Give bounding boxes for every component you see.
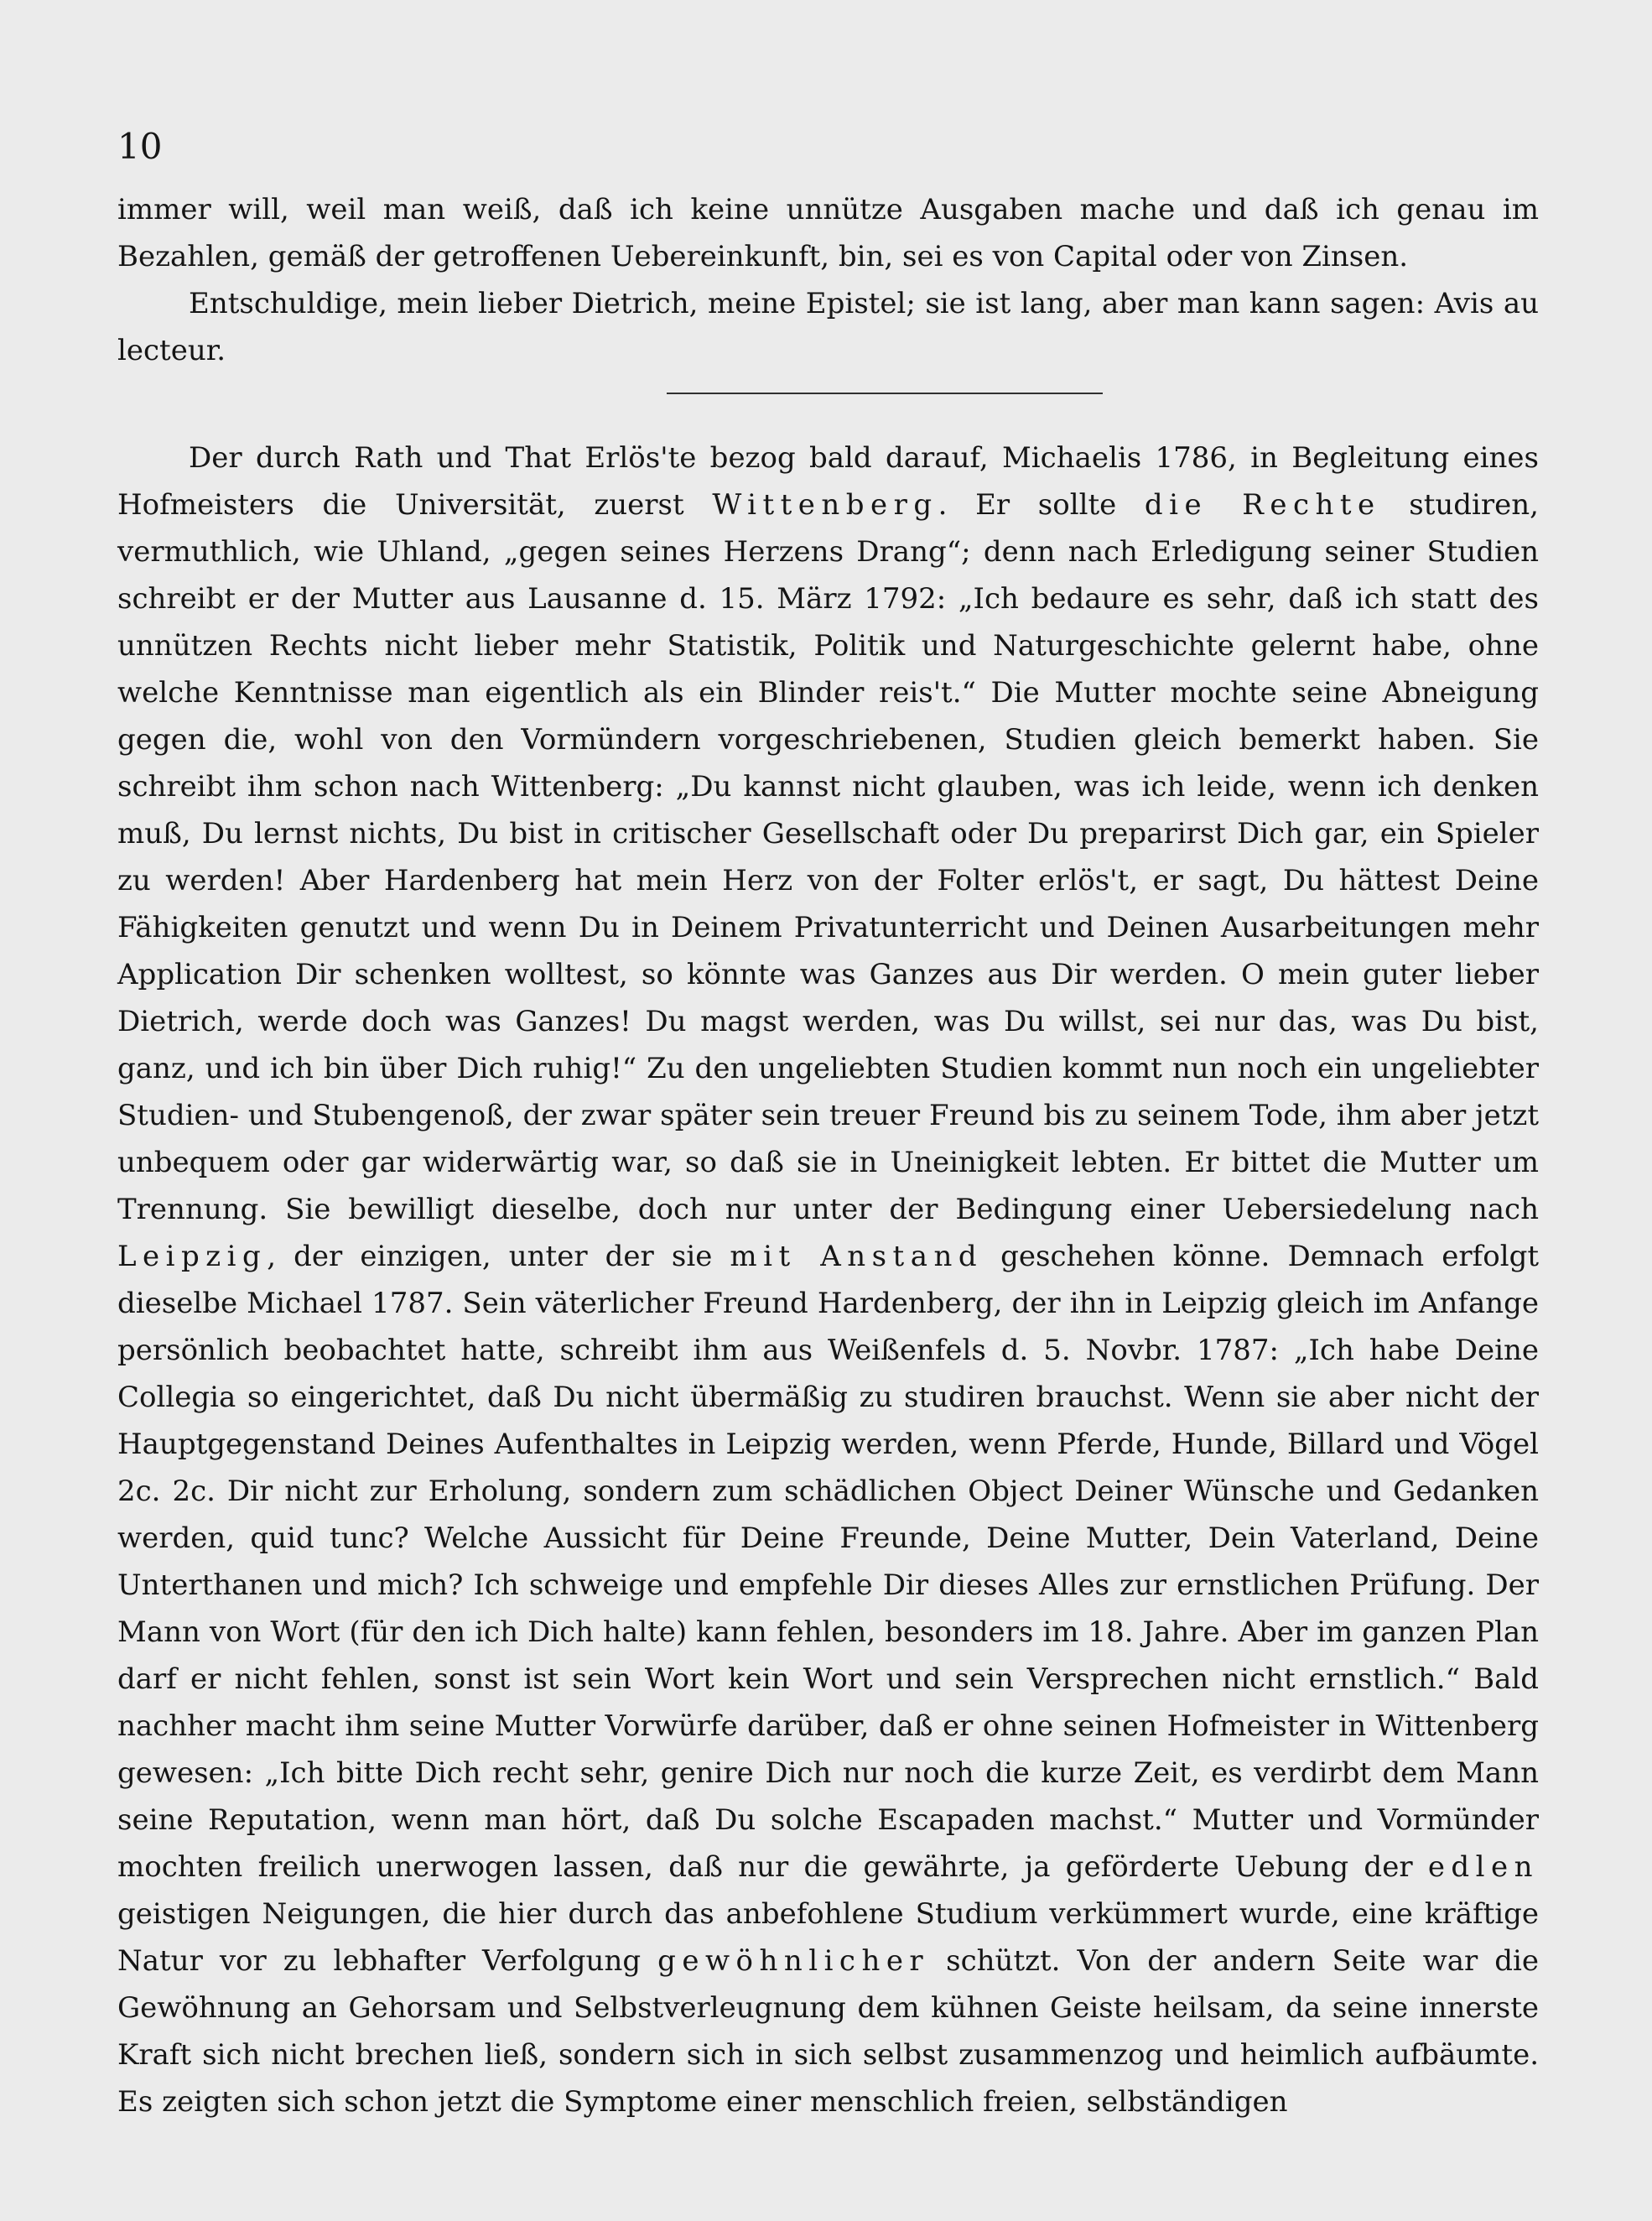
emphasis-mit-anstand: mit Anstand <box>730 1240 984 1273</box>
text-run: Der durch Rath und That Erlös't <box>189 441 680 475</box>
emphasis-die-rechte: die Rechte <box>1144 488 1381 522</box>
letter-apology-paragraph: Entschuldige, mein lieber Dietrich, meine Epistel; sie ist lang, aber man kann sagen: Avis au lecteur. <box>117 287 1539 367</box>
text-run: , der einzigen, unter der sie <box>267 1240 730 1273</box>
emphasis-leipzig: Leipzig <box>117 1240 268 1273</box>
emphasis-edlen: edlen <box>1427 1850 1539 1884</box>
text-run: . Er sollte <box>938 488 1145 522</box>
text-run: geschehen könne. Demnach erfolgt dieselbe Michael 1787. Sein väterlicher Freund Hardenberg, der ihn in Leipzig gleich im Anfange persönlich beobachtet hatte, schreibt ihm aus Weißenfels d. 5. Novbr. 1787: „Ich habe Deine Collegia so eingerichtet, daß Du nicht übermäßig zu studiren brauchst. Wenn sie aber nicht der Hauptgegenstand Deines Aufenthaltes in Leipzig werden, wenn Pferde, Hunde, Billard und Vögel 2c. 2c. Dir nicht zur Erholung, sondern zum schädlichen Object Deiner Wünsche und Gedanken werden, quid tunc? Welche Aussicht für Deine Freunde, Deine Mutter, Dein Vaterland, Deine Unterthanen und mich? Ich schweige und empfehle Dir dieses Alles zur ernstlichen Prüfung. Der Mann von Wort (für den ich Dich halte) kann fehlen, besonders im 18. Jahre. Aber im ganzen Plan darf er nicht fehlen, sonst ist sein Wort kein Wort und sein Versprechen nicht ernstlich.“ Bald nachher macht ihm seine Mutter Vorwürfe darüber, daß er ohne seinen Hofmeister in Wittenberg gewesen: „Ich bitte Dich recht sehr, genire Dich nur noch die kurze Zeit, es verdirbt dem Mann seine Reputation, wenn man hört, daß Du solche Escapaden machst.“ Mutter und Vormünder mochten freilich unerwogen lassen, daß nur die gewährte, ja geförderte Uebung der <box>117 1240 1539 1884</box>
text-run: schützt. Von der andern Seite war die Gewöhnung an Gehorsam und Selbstverleugnung dem kühnen Geiste heilsam, da seine innerste Kraft sich nicht brechen ließ, sondern sich in sich selbst zusammenzog und heimlich aufbäumte. Es zeigten sich schon jetzt die Symptome einer menschlich freien, selbständigen <box>117 1944 1539 2119</box>
main-paragraph <box>117 434 1539 2125</box>
section-divider <box>667 393 1103 394</box>
text-run: e bezog bald darauf, Michaelis 1786, in Begleitung eines Hofmeisters die Universität, zuerst <box>117 441 1539 522</box>
emphasis-gewoehnlicher: gewöhnlicher <box>657 1944 930 1978</box>
text-run: geistigen Neigungen, die hier durch das anbefohlene Studium verkümmert wurde, eine kräftige Natur vor zu lebhafter Verfolgung <box>117 1897 1539 1978</box>
letter-closing-paragraph: immer will, weil man weiß, daß ich keine unnütze Ausgaben mache und daß ich genau im Bezahlen, gemäß der getroffenen Uebereinkunft, bin, sei es von Capital oder von Zinsen. <box>117 193 1539 273</box>
body-text <box>117 186 1539 2125</box>
emphasis-wittenberg: Wittenberg <box>712 488 938 522</box>
page-number: 10 <box>117 126 163 167</box>
text-run: studiren, vermuthlich, wie Uhland, „gegen seines Herzens Drang“; denn nach Erledigung seiner Studien schreibt er der Mutter aus Lausanne d. 15. März 1792: „Ich bedaure es sehr, daß ich statt des unnützen Rechts nicht lieber mehr Statistik, Politik und Naturgeschichte gelernt habe, ohne welche Kenntnisse man eigentlich als ein Blinder reis't.“ Die Mutter mochte seine Abneigung gegen die, wohl von den Vormündern vorgeschriebenen, Studien gleich bemerkt haben. Sie schreibt ihm schon nach Wittenberg: „Du kannst nicht glauben, was ich leide, wenn ich denken muß, Du lernst nichts, Du bist in critischer Gesellschaft oder Du preparirst Dich gar, ein Spieler zu werden! Aber Hardenberg hat mein Herz von der Folter erlös't, er sagt, Du hättest Deine Fähigkeiten genutzt und wenn Du in Deinem Privatunterricht und Deinen Ausarbeitungen mehr Application Dir schenken wolltest, so könnte was Ganzes aus Dir werden. O mein guter lieber Dietrich, werde doch was Ganzes! Du magst werden, was Du willst, sei nur das, was Du bist, ganz, und ich bin über Dich ruhig!“ Zu den ungeliebten Studien kommt nun noch ein ungeliebter Studien- und Stubengenoß, der zwar später sein treuer Freund bis zu seinem Tode, ihm aber jetzt unbequem oder gar widerwärtig war, so daß sie in Uneinigkeit lebten. Er bittet die Mutter um Trennung. Sie bewilligt dieselbe, doch nur unter der Bedingung einer Uebersiedelung nach <box>117 488 1539 1226</box>
